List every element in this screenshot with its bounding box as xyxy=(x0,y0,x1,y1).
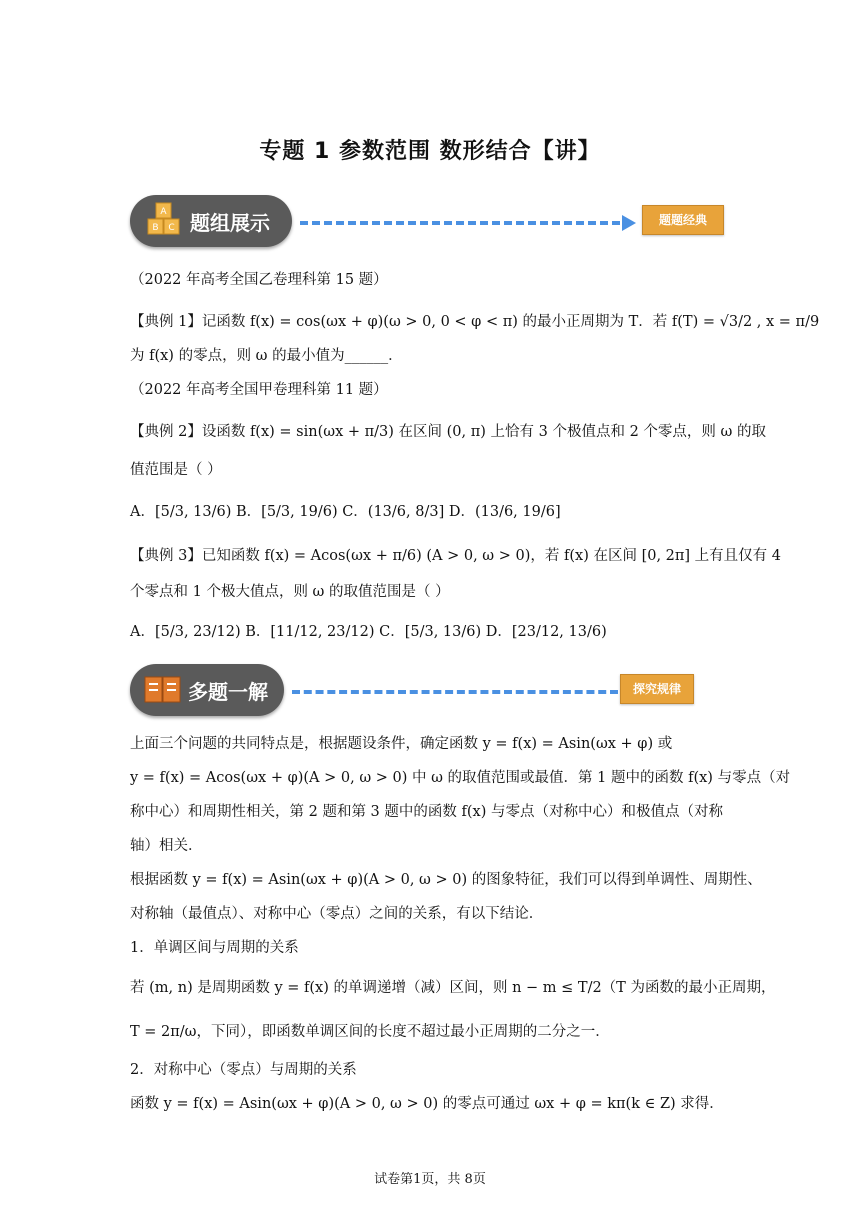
subheading-2: 2．对称中心（零点）与周期的关系 xyxy=(130,1062,357,1078)
body-line-8: T = 2π/ω，下同），即函数单调区间的长度不超过最小正周期的二分之一． xyxy=(130,1024,610,1040)
abc-blocks-icon xyxy=(144,201,184,241)
source-note-1: （2022 年高考全国乙卷理科第 15 题） xyxy=(130,272,388,288)
example-2-options: A．[5/3, 13/6) B．[5/3, 19/6) C．(13/6, 8/3] D．(13/6, 19/6] xyxy=(130,504,561,520)
arrow-head-icon xyxy=(622,215,636,231)
body-line-5: 根据函数 y = f(x) = Asin(ωx + φ)(A > 0, ω > 0) 的图象特征，我们可以得到单调性、周期性、 xyxy=(130,872,762,888)
example-1-line-2: 为 f(x) 的零点，则 ω 的最小值为______． xyxy=(130,348,403,364)
open-book-icon xyxy=(144,674,182,706)
banner-pill xyxy=(130,664,284,716)
banner-tag: 探究规律 xyxy=(620,674,694,704)
badge-letter-b: B xyxy=(152,223,159,233)
body-line-3: 称中心）和周期性相关，第 2 题和第 3 题中的函数 f(x) 与零点（对称中心）和极值点（对称 xyxy=(130,804,723,820)
dashed-arrow-line xyxy=(300,221,620,225)
example-3-options: A．[5/3, 23/12) B．[11/12, 23/12) C．[5/3, 13/6) D．[23/12, 13/6) xyxy=(130,624,607,640)
banner-label: 多题一解 xyxy=(188,680,268,704)
body-line-9: 函数 y = f(x) = Asin(ωx + φ)(A > 0, ω > 0) 的零点可通过 ωx + φ = kπ(k ∈ Z) 求得． xyxy=(130,1096,724,1112)
banner-label: 题组展示 xyxy=(190,211,270,235)
page-title: 专题 1 参数范围 数形结合【讲】 xyxy=(259,139,601,164)
badge-letter-c: C xyxy=(168,223,175,233)
example-2-line-2: 值范围是（ ） xyxy=(130,462,222,478)
example-2-line-1: 【典例 2】设函数 f(x) = sin(ωx + π/3) 在区间 (0, π) 上恰有 3 个极值点和 2 个零点，则 ω 的取 xyxy=(130,424,766,440)
dashed-arrow-line xyxy=(292,690,618,694)
subheading-1: 1．单调区间与周期的关系 xyxy=(130,940,299,956)
section-banner-examples xyxy=(130,195,730,251)
body-line-6: 对称轴（最值点）、对称中心（零点）之间的关系，有以下结论． xyxy=(130,906,544,922)
example-3-line-1: 【典例 3】已知函数 f(x) = Acos(ωx + π/6) (A > 0, ω > 0)，若 f(x) 在区间 [0, 2π] 上有且仅有 4 xyxy=(130,548,782,564)
example-3-line-2: 个零点和 1 个极大值点，则 ω 的取值范围是（ ） xyxy=(130,584,450,600)
example-1-line-1: 【典例 1】记函数 f(x) = cos(ωx + φ)(ω > 0, 0 < φ < π) 的最小正周期为 T．若 f(T) = √3/2 , x = π/9 xyxy=(130,314,820,330)
body-line-2: y = f(x) = Acos(ωx + φ)(A > 0, ω > 0) 中 ω 的取值范围或最值．第 1 题中的函数 f(x) 与零点（对 xyxy=(130,770,791,786)
banner-pill xyxy=(130,195,292,247)
page-footer: 试卷第1页，共 8页 xyxy=(374,1172,486,1187)
body-line-1: 上面三个问题的共同特点是，根据题设条件，确定函数 y = f(x) = Asin(ωx + φ) 或 xyxy=(130,736,673,752)
body-line-7: 若 (m, n) 是周期函数 y = f(x) 的单调递增（减）区间，则 n − m ≤ T/2（T 为函数的最小正周期， xyxy=(130,980,776,996)
badge-letter-a: A xyxy=(160,207,167,217)
source-note-2: （2022 年高考全国甲卷理科第 11 题） xyxy=(130,382,388,398)
banner-tag: 题题经典 xyxy=(642,205,724,235)
body-line-4: 轴）相关． xyxy=(130,838,203,854)
section-banner-method xyxy=(130,664,730,720)
